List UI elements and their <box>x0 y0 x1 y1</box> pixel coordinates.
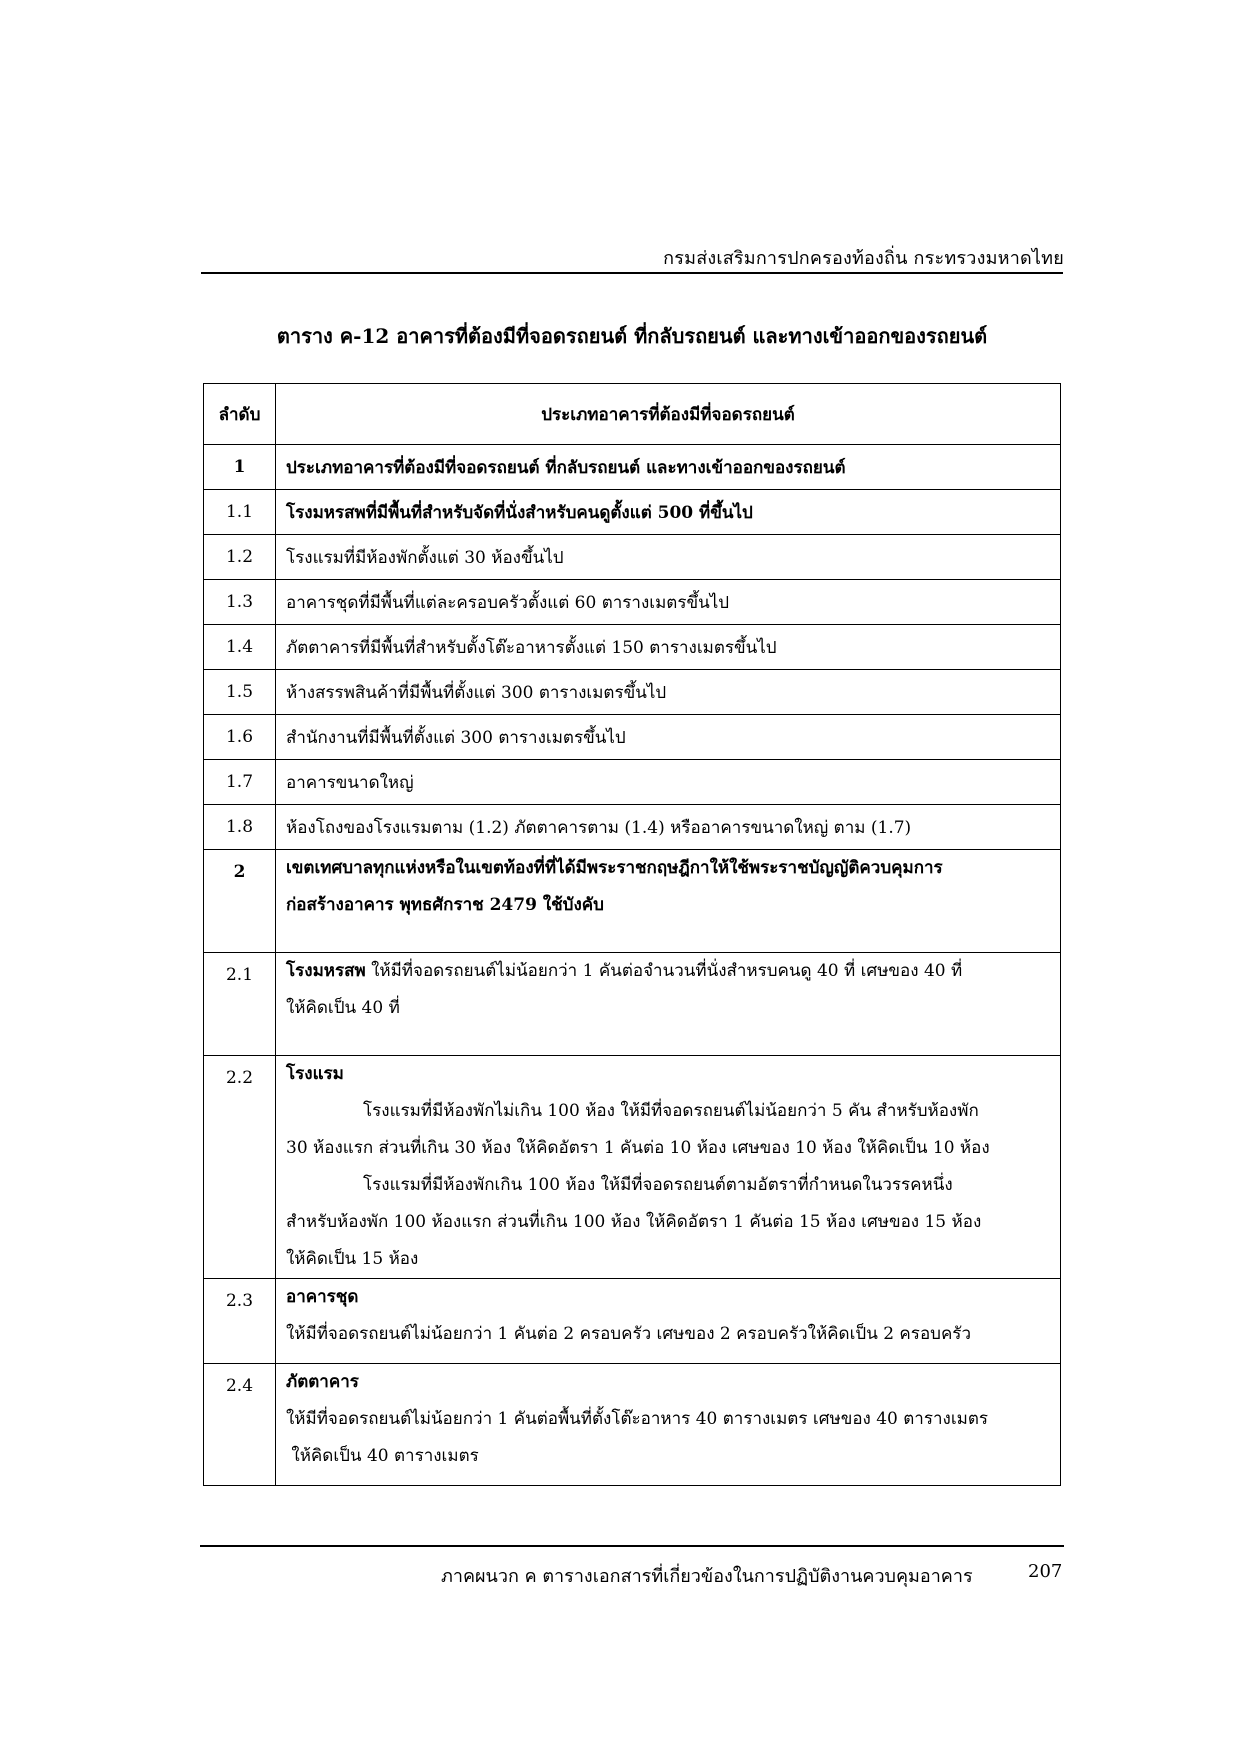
row-text <box>276 1279 1061 1364</box>
row-number: 1.6 <box>204 715 276 760</box>
table-row <box>204 850 1061 953</box>
row-label: โรงมหรสพ <box>286 961 366 981</box>
table-row <box>204 490 1061 535</box>
row-text: ภัตตาคารที่มีพื้นที่สำหรับตั้งโต๊ะอาหารตั้งแต่ 150 ตารางเมตรขึ้นไป <box>276 625 1061 670</box>
row-number: 1.7 <box>204 760 276 805</box>
row-number: 1 <box>204 445 276 490</box>
row-number: 2.2 <box>204 1056 276 1279</box>
row-text-line: ให้คิดเป็น 15 ห้อง <box>286 1249 419 1269</box>
row-label: อาคารชุด <box>286 1287 359 1307</box>
row-text: ห้องโถงของโรงแรมตาม (1.2) ภัตตาคารตาม (1.4) หรืออาคารขนาดใหญ่ ตาม (1.7) <box>276 805 1061 850</box>
row-text: โรงมหรสพที่มีพื้นที่สำหรับจัดที่นั่งสำหรับคนดูตั้งแต่ 500 ที่ขึ้นไป <box>276 490 1061 535</box>
row-text-line: สำหรับห้องพัก 100 ห้องแรก ส่วนที่เกิน 100 ห้อง ให้คิดอัตรา 1 คันต่อ 15 ห้อง เศษของ 15 ห้อง <box>286 1212 982 1232</box>
row-number: 2 <box>204 850 276 953</box>
row-text-line: 30 ห้องแรก ส่วนที่เกิน 30 ห้อง ให้คิดอัตรา 1 คันต่อ 10 ห้อง เศษของ 10 ห้อง ให้คิดเป็น 10 ห้อง <box>286 1138 990 1158</box>
row-label: โรงแรม <box>286 1064 344 1084</box>
row-number: 1.3 <box>204 580 276 625</box>
row-label: ภัตตาคาร <box>286 1372 359 1392</box>
table-row <box>204 670 1061 715</box>
parking-requirements-table <box>203 383 1061 1486</box>
row-number: 2.4 <box>204 1364 276 1486</box>
row-text-line: ก่อสร้างอาคาร พุทธศักราช 2479 ใช้บังคับ <box>286 895 604 915</box>
footer-rule <box>200 1545 1064 1547</box>
row-text-line: ให้คิดเป็น 40 ตารางเมตร <box>286 1446 479 1466</box>
row-number: 1.2 <box>204 535 276 580</box>
header-rule <box>201 272 1063 274</box>
row-text: ประเภทอาคารที่ต้องมีที่จอดรถยนต์ ที่กลับรถยนต์ และทางเข้าออกของรถยนต์ <box>276 445 1061 490</box>
row-text-line: เขตเทศบาลทุกแห่งหรือในเขตท้องที่ที่ได้มีพระราชกฤษฎีกาให้ใช้พระราชบัญญัติควบคุมการ <box>286 858 943 878</box>
row-number: 2.3 <box>204 1279 276 1364</box>
row-number: 1.4 <box>204 625 276 670</box>
row-text: อาคารชุดที่มีพื้นที่แต่ละครอบครัวตั้งแต่ 60 ตารางเมตรขึ้นไป <box>276 580 1061 625</box>
row-text: ห้างสรรพสินค้าที่มีพื้นที่ตั้งแต่ 300 ตารางเมตรขึ้นไป <box>276 670 1061 715</box>
header-type: ประเภทอาคารที่ต้องมีที่จอดรถยนต์ <box>276 384 1061 445</box>
row-text <box>276 1056 1061 1279</box>
table-row <box>204 1364 1061 1486</box>
row-text-line: ให้คิดเป็น 40 ที่ <box>286 998 400 1018</box>
table-row <box>204 1056 1061 1279</box>
table-row <box>204 580 1061 625</box>
footer-text: ภาคผนวก ค ตารางเอกสารที่เกี่ยวข้องในการปฏิบัติงานควบคุมอาคาร <box>441 1566 973 1587</box>
row-text <box>276 850 1061 953</box>
row-number: 1.1 <box>204 490 276 535</box>
row-text-line: โรงแรมที่มีห้องพักไม่เกิน 100 ห้อง ให้มีที่จอดรถยนต์ไม่น้อยกว่า 5 คัน สำหรับห้องพัก <box>363 1101 979 1121</box>
row-text: อาคารขนาดใหญ่ <box>276 760 1061 805</box>
page-number: 207 <box>1028 1561 1063 1582</box>
header-organization: กรมส่งเสริมการปกครองท้องถิ่น กระทรวงมหาดไทย <box>663 248 1064 269</box>
table-row <box>204 535 1061 580</box>
row-number: 2.1 <box>204 953 276 1056</box>
row-text: สำนักงานที่มีพื้นที่ตั้งแต่ 300 ตารางเมตรขึ้นไป <box>276 715 1061 760</box>
table-row <box>204 1279 1061 1364</box>
row-text <box>276 1364 1061 1486</box>
row-number: 1.8 <box>204 805 276 850</box>
row-text-line: โรงแรมที่มีห้องพักเกิน 100 ห้อง ให้มีที่จอดรถยนต์ตามอัตราที่กำหนดในวรรคหนึ่ง <box>363 1175 953 1195</box>
table-row <box>204 805 1061 850</box>
table-row <box>204 715 1061 760</box>
row-text <box>276 953 1061 1056</box>
row-text-line: ให้มีที่จอดรถยนต์ไม่น้อยกว่า 1 คันต่อจำนวนที่นั่งสำหรบคนดู 40 ที่ เศษของ 40 ที่ <box>365 961 963 981</box>
table-header-row <box>204 384 1061 445</box>
row-text-line: ให้มีที่จอดรถยนต์ไม่น้อยกว่า 1 คันต่อ 2 ครอบครัว เศษของ 2 ครอบครัวให้คิดเป็น 2 ครอบครัว <box>286 1324 971 1344</box>
header-no: ลำดับ <box>204 384 276 445</box>
table-title: ตาราง ค-12 อาคารที่ต้องมีที่จอดรถยนต์ ที่กลับรถยนต์ และทางเข้าออกของรถยนต์ <box>276 324 988 348</box>
table-row <box>204 625 1061 670</box>
table-row <box>204 760 1061 805</box>
row-text: โรงแรมที่มีห้องพักตั้งแต่ 30 ห้องขึ้นไป <box>276 535 1061 580</box>
table-row <box>204 445 1061 490</box>
row-text-line: ให้มีที่จอดรถยนต์ไม่น้อยกว่า 1 คันต่อพื้นที่ตั้งโต๊ะอาหาร 40 ตารางเมตร เศษของ 40 ตารางเมตร <box>286 1409 989 1429</box>
table-row <box>204 953 1061 1056</box>
row-number: 1.5 <box>204 670 276 715</box>
